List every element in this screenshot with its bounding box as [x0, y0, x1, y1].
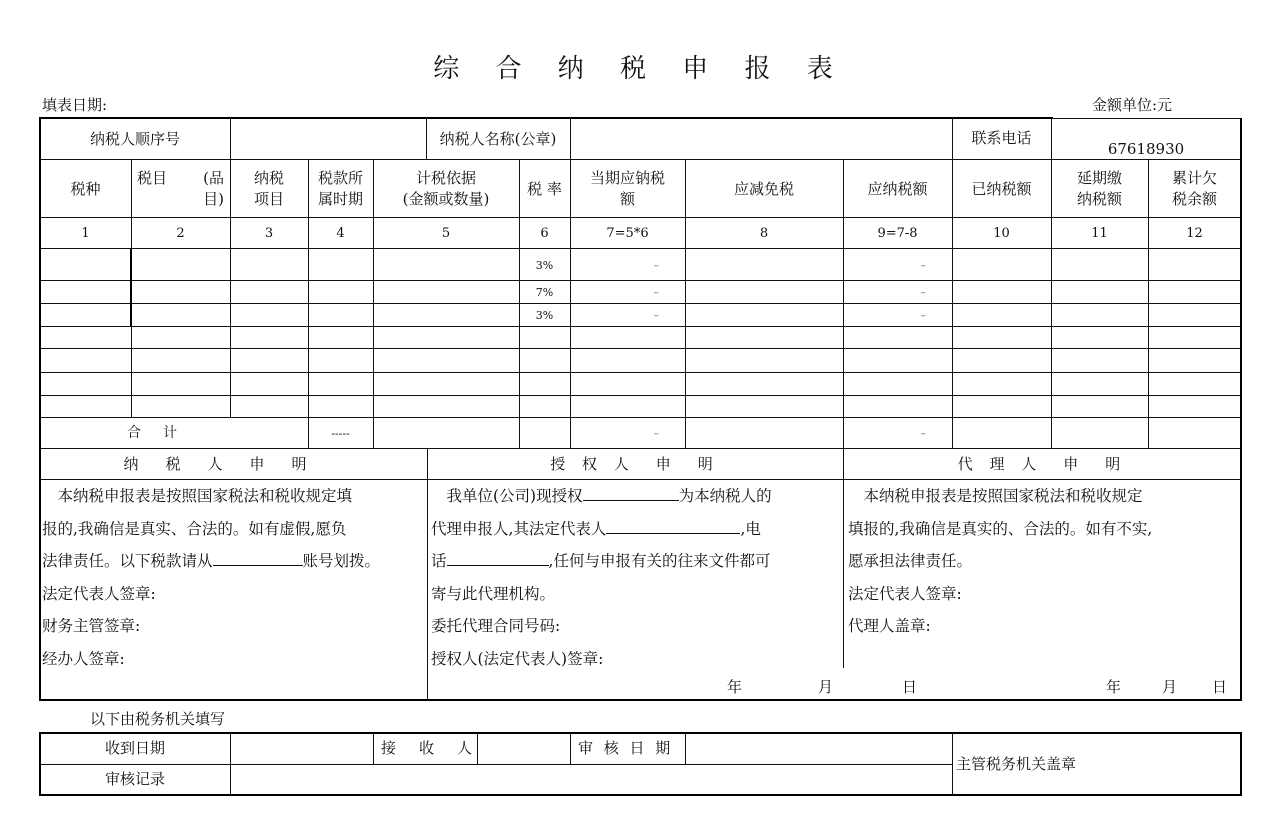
authorizer-decl-line-2: 代理申报人,其法定代表人 — [431, 519, 607, 538]
amount-unit-label: 金额单位:元 — [1092, 96, 1173, 114]
col-header-tax-item — [131, 160, 230, 218]
grid-line — [40, 326, 1242, 327]
grid-line — [426, 118, 427, 160]
col-index-9: 9=7-8 — [877, 226, 918, 241]
row-2-tax-payable[interactable]: – — [920, 286, 926, 299]
total-period: ----- — [331, 427, 350, 440]
grid-line — [570, 160, 571, 449]
received-date-input[interactable] — [230, 733, 373, 764]
taxpayer-decl-line-2: 报的,我确信是真实、合法的。如有虚假,愿负 — [42, 519, 347, 538]
total-tax-payable: – — [920, 427, 926, 440]
row-1-tax-payable[interactable]: – — [920, 258, 926, 272]
grid-line — [40, 280, 1242, 281]
col-header-tax-period-l1: 税款所 — [317, 169, 363, 187]
col-header-current-tax-l2: 额 — [619, 190, 635, 208]
grid-line — [230, 118, 231, 160]
col-header-tax-type: 税种 — [70, 179, 101, 198]
receiver-label: 接 收 人 — [381, 739, 477, 757]
taxpayer-name-input[interactable] — [570, 118, 952, 160]
phone-input[interactable]: 67618930 — [1107, 140, 1185, 158]
total-label: 合 计 — [127, 425, 181, 441]
taxpayer-name-label: 纳税人名称(公章) — [439, 129, 557, 148]
handler-signature-label: 经办人签章: — [42, 649, 125, 668]
review-record-input[interactable] — [230, 764, 952, 795]
tax-authority-seal-label: 主管税务机关盖章 — [956, 754, 1077, 773]
col-index-4: 4 — [336, 226, 345, 241]
col-header-tax-basis-l2: (金额或数量) — [402, 190, 490, 208]
col-header-current-tax — [570, 160, 685, 218]
grid-line — [373, 160, 374, 449]
agent-legal-rep-signature-label: 法定代表人签章: — [848, 584, 962, 603]
col-header-tax-item-l3: 目) — [203, 190, 224, 208]
grid-line — [40, 479, 1242, 480]
grid-line — [130, 249, 132, 327]
row-1-rate[interactable]: 3% — [535, 258, 554, 272]
grid-line — [952, 733, 953, 795]
agent-seal-label: 代理人盖章: — [848, 617, 931, 635]
col-index-1: 1 — [81, 226, 90, 241]
agent-date-day: 日 — [1212, 678, 1228, 696]
review-date-label: 审 核 日 期 — [578, 739, 674, 757]
taxpayer-declaration-body — [42, 480, 426, 675]
authorizer-signature-label: 授权人(法定代表人)签章: — [431, 649, 604, 668]
grid-line — [952, 118, 953, 160]
authorizer-declaration-body — [431, 480, 841, 675]
agent-declaration-title: 代 理 人 申 明 — [957, 455, 1127, 473]
grid-line — [373, 733, 374, 764]
grid-line — [40, 764, 952, 765]
authorizer-date-year: 年 — [727, 678, 743, 696]
grid-line — [40, 699, 1242, 701]
col-header-tax-rate: 税 率 — [527, 179, 562, 198]
col-header-tax-project — [230, 160, 308, 218]
agent-declaration-body — [848, 480, 1240, 643]
received-date-label: 收到日期 — [104, 739, 165, 757]
grid-line — [1051, 160, 1052, 449]
grid-line — [570, 118, 571, 160]
col-index-3: 3 — [264, 226, 274, 241]
row-3-rate[interactable]: 3% — [535, 309, 554, 322]
phone-label: 联系电话 — [971, 129, 1032, 147]
col-index-5: 5 — [441, 226, 451, 241]
authorizer-decl-line-3: 话 — [431, 552, 447, 570]
col-header-tax-project-l1: 纳税 — [253, 169, 284, 187]
grid-line — [230, 733, 231, 795]
grid-line — [1148, 160, 1149, 449]
authorizer-decl-line-2b: ,电 — [740, 519, 761, 538]
taxpayer-decl-line-3: 法律责任。以下税款请从 — [42, 552, 213, 570]
col-index-7: 7=5*6 — [606, 226, 649, 241]
grid-line — [40, 303, 1242, 304]
col-header-current-tax-l1: 当期应钠税 — [589, 169, 665, 187]
col-header-tax-item-l2: (品 — [203, 169, 224, 187]
row-2-current-tax[interactable]: – — [653, 286, 659, 299]
grid-line — [40, 395, 1242, 396]
grid-line — [39, 117, 41, 701]
grid-line — [519, 160, 520, 449]
form-title: 综 合 纳 税 申 报 表 — [433, 54, 847, 84]
grid-line — [230, 160, 231, 418]
grid-line — [40, 417, 1242, 418]
row-2-rate[interactable]: 7% — [535, 286, 554, 299]
grid-line — [427, 449, 428, 700]
agent-phone-blank[interactable] — [447, 548, 549, 566]
grid-line — [685, 160, 686, 449]
col-index-10: 10 — [993, 226, 1010, 241]
receiver-input[interactable] — [477, 733, 570, 764]
total-current-tax: – — [653, 427, 659, 440]
row-3-tax-payable[interactable]: – — [920, 309, 926, 322]
row-3-current-tax[interactable]: – — [653, 309, 659, 322]
agent-decl-line-1: 本纳税申报表是按照国家税法和税收规定 — [848, 487, 1143, 505]
agent-date-year: 年 — [1106, 678, 1122, 696]
review-date-input[interactable] — [685, 733, 952, 764]
fill-date-label: 填表日期: — [42, 96, 108, 114]
grid-line — [477, 733, 478, 764]
col-header-deferred-tax-l1: 延期缴 — [1076, 169, 1122, 187]
grid-line — [40, 794, 1242, 796]
grid-line — [40, 217, 1242, 218]
col-index-8: 8 — [759, 226, 769, 241]
taxpayer-decl-line-3b: 账号划拨。 — [302, 552, 381, 570]
grid-line — [40, 448, 1242, 449]
grid-line — [1240, 732, 1242, 796]
authorizer-decl-line-3b: ,任何与申报有关的往来文件都可 — [548, 552, 771, 570]
grid-line — [685, 733, 686, 764]
grid-line — [40, 159, 1242, 160]
grid-line — [40, 117, 1053, 119]
tax-authority-note: 以下由税务机关填写 — [90, 710, 226, 728]
agent-decl-line-3: 愿承担法律责任。 — [848, 552, 973, 570]
col-header-tax-basis-l1: 计税依据 — [415, 169, 476, 187]
agent-legal-rep-blank[interactable] — [606, 516, 740, 534]
col-header-tax-item-l1: 税目 — [137, 169, 168, 187]
col-header-arrears-l2: 税余额 — [1171, 190, 1217, 208]
authorizer-decl-line-1: 我单位(公司)现授权 — [431, 487, 583, 505]
grid-line — [1240, 118, 1242, 701]
col-index-6: 6 — [540, 226, 549, 241]
grid-line — [1051, 118, 1242, 119]
contract-number-label: 委托代理合同号码: — [431, 617, 561, 635]
grid-line — [308, 160, 309, 449]
grid-line — [40, 248, 1242, 249]
authorizer-date-day: 日 — [902, 678, 918, 696]
col-header-tax-basis — [373, 160, 519, 218]
col-header-tax-period-l2: 属时期 — [317, 190, 363, 208]
col-header-tax-period — [308, 160, 373, 218]
review-record-label: 审核记录 — [104, 770, 165, 788]
taxpayer-declaration-title: 纳 税 人 申 明 — [123, 455, 313, 473]
col-index-12: 12 — [1186, 226, 1203, 241]
col-header-deferred-tax-l2: 纳税额 — [1076, 190, 1122, 208]
grid-line — [952, 160, 953, 449]
account-number-blank[interactable] — [213, 548, 303, 566]
authorized-agent-blank[interactable] — [583, 483, 679, 501]
grid-line — [843, 449, 844, 668]
authorizer-decl-line-1b: 为本纳税人的 — [678, 487, 772, 505]
col-header-arrears — [1148, 160, 1241, 218]
taxpayer-seq-input[interactable] — [230, 118, 426, 160]
finance-manager-signature-label: 财务主管签章: — [42, 617, 141, 635]
grid-line — [1051, 118, 1052, 160]
grid-line — [39, 732, 41, 796]
grid-line — [570, 733, 571, 764]
col-header-deferred-tax — [1051, 160, 1148, 218]
grid-line — [40, 348, 1242, 349]
col-index-11: 11 — [1091, 226, 1108, 241]
authorizer-date-month: 月 — [818, 678, 834, 696]
col-header-arrears-l1: 累计欠 — [1171, 169, 1217, 187]
taxpayer-seq-label: 纳税人顺序号 — [89, 129, 180, 148]
col-header-tax-payable: 应纳税额 — [867, 179, 928, 198]
agent-date-month: 月 — [1162, 678, 1178, 696]
grid-line — [40, 372, 1242, 373]
col-index-2: 2 — [176, 226, 185, 241]
legal-rep-signature-label: 法定代表人签章: — [42, 584, 156, 603]
authorizer-declaration-title: 授 权 人 申 明 — [550, 455, 719, 473]
col-header-tax-project-l2: 项目 — [253, 190, 284, 208]
grid-line — [40, 732, 1242, 734]
col-header-tax-relief: 应减免税 — [733, 179, 794, 198]
taxpayer-decl-line-1: 本纳税申报表是按照国家税法和税收规定填 — [42, 487, 353, 505]
col-header-tax-paid: 已纳税额 — [971, 179, 1032, 198]
authorizer-decl-line-4: 寄与此代理机构。 — [431, 584, 556, 603]
row-1-current-tax[interactable]: – — [653, 258, 659, 272]
agent-decl-line-2: 填报的,我确信是真实的、合法的。如有不实, — [848, 519, 1153, 538]
grid-line — [843, 160, 844, 449]
